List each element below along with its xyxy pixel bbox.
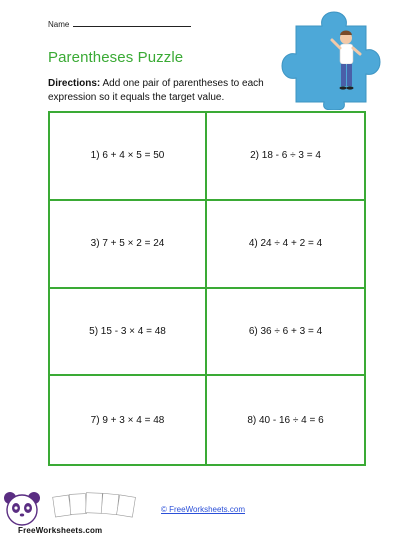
site-name: FreeWorksheets.com — [18, 526, 103, 535]
name-row — [48, 20, 191, 29]
problem-cell: 7) 9 + 3 × 4 = 48 — [50, 376, 207, 464]
problem-cell: 5) 15 - 3 × 4 = 48 — [50, 289, 207, 377]
name-line — [73, 26, 191, 27]
puzzle-piece-icon — [282, 12, 380, 110]
problem-grid — [48, 111, 366, 466]
problem-cell: 8) 40 - 16 ÷ 4 = 6 — [247, 414, 324, 426]
problem-cell: 3) 7 + 5 × 2 = 24 — [50, 201, 207, 289]
name-label: Name — [48, 20, 70, 29]
problem-cell: 6) 36 ÷ 6 + 3 = 4 — [207, 289, 364, 377]
problem-cell: 4) 24 ÷ 4 + 2 = 4 — [207, 201, 364, 289]
directions — [48, 77, 308, 104]
worksheet-thumbnails-icon — [52, 490, 137, 518]
worksheet-title: Parentheses Puzzle — [48, 49, 184, 66]
directions-label: Directions: — [48, 78, 101, 89]
puzzle-piece-illustration — [278, 10, 384, 110]
problem-cell: 1) 6 + 4 × 5 = 50 — [50, 113, 207, 201]
problem-cell: 2) 18 - 6 ÷ 3 = 4 — [207, 113, 364, 201]
directions-text: Add one pair of parentheses to each expression so it equals the target value. — [48, 78, 264, 103]
footer-link[interactable]: © FreeWorksheets.com — [161, 505, 245, 514]
